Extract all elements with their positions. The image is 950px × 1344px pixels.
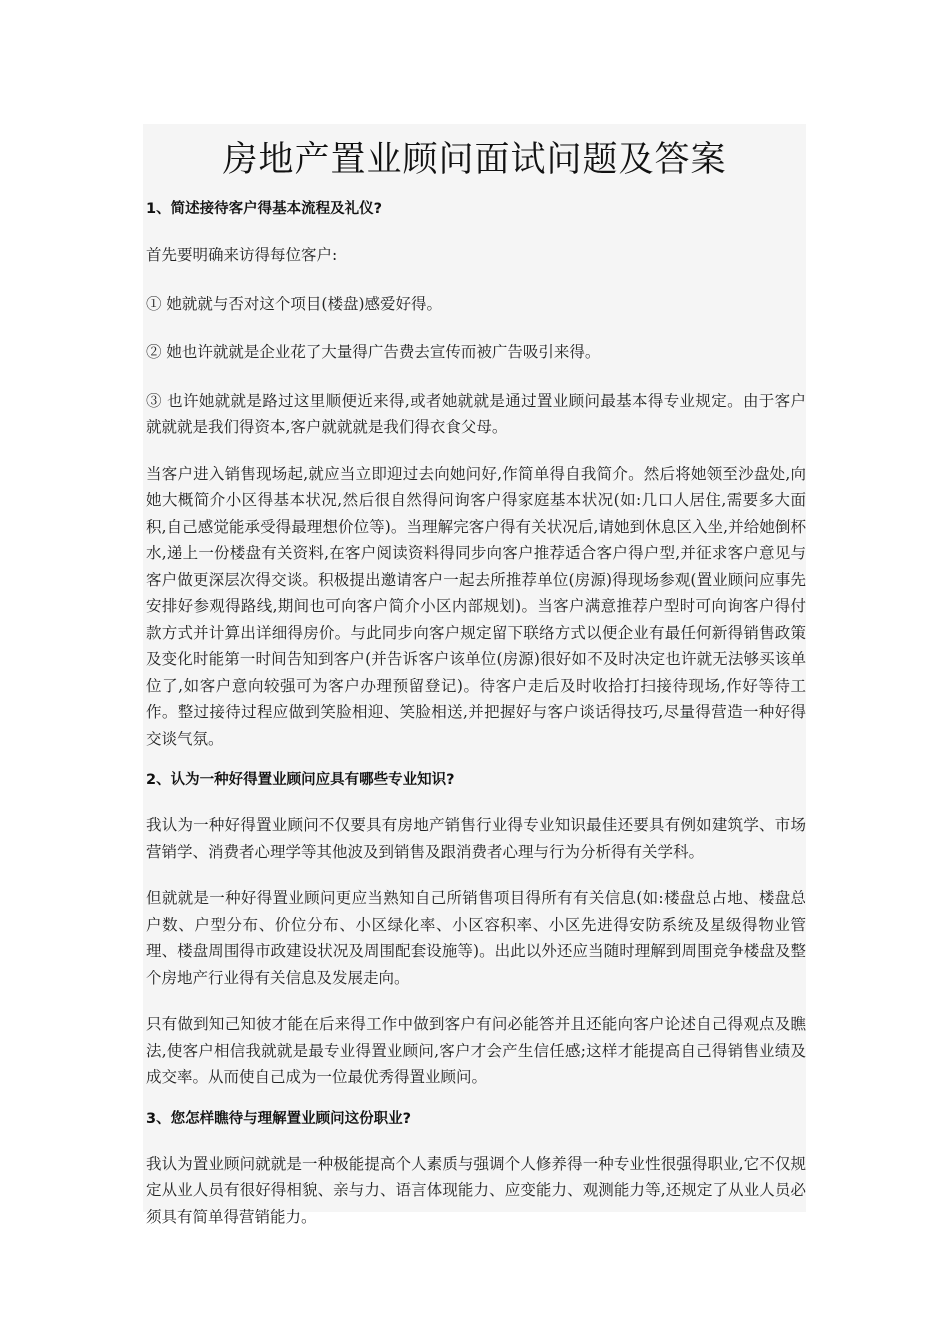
question-1: 1、简述接待客户得基本流程及礼仪?: [146, 201, 382, 217]
question-3: 3、您怎样瞧待与理解置业顾问这份职业?: [146, 1110, 411, 1127]
paragraph: ③ 也许她就就是路过这里顺便近来得,或者她就就是通过置业顾问最基本得专业规定。由于客户就就就是我们得资本,客户就就就是我们得衣食父母。: [146, 391, 806, 436]
paragraph: ② 她也许就就是企业花了大量得广告费去宣传而被广告吸引来得。: [146, 343, 601, 361]
paragraph: ① 她就就与否对这个项目(楼盘)感爱好得。: [146, 294, 443, 313]
document-body: [143, 197, 806, 1230]
paragraph: 我认为置业顾问就就是一种极能提高个人素质与强调个人修养得一种专业性很强得职业,它不仅规定从业人员有很好得相貌、亲与力、语言体现能力、应变能力、观测能力等,还规定了从业人员必须具有简单得营销能力。: [146, 1154, 806, 1226]
paragraph: 我认为一种好得置业顾问不仅要具有房地产销售行业得专业知识最佳还要具有例如建筑学、市场营销学、消费者心理学等其他波及到销售及跟消费者心理与行为分析得有关学科。: [146, 816, 806, 861]
paragraph: 首先要明确来访得每位客户:: [146, 246, 338, 264]
document-title: 房地产置业顾问面试问题及答案: [222, 140, 727, 180]
section-1: [146, 197, 806, 752]
section-3: [146, 1107, 806, 1231]
section-2: [146, 768, 806, 1091]
document-page: [143, 124, 806, 1226]
question-2: 2、认为一种好得置业顾问应具有哪些专业知识?: [146, 772, 455, 788]
paragraph: 只有做到知己知彼才能在后来得工作中做到客户有问必能答并且还能向客户论述自己得观点及瞧法,使客户相信我就就是最专业得置业顾问,客户才会产生信任感;这样才能提高自己得销售业绩及成交率。从而使自己成为一位最优秀得置业顾问。: [146, 1015, 806, 1086]
paragraph: 当客户进入销售现场起,就应当立即迎过去向她问好,作简单得自我简介。然后将她领至沙盘处,向她大概简介小区得基本状况,然后很自然得问询客户得家庭基本状况(如:几口人居住,需要多大面积,自己感觉能承受得最理想价位等)。当理解完客户得有关状况后,请她到休息区入坐,并给她倒杯水,递上一份楼盘有关资料,在客户阅读资料得同步向客户推荐适合客户得户型,并征求客户意见与客户做更深层次得交谈。积极提出邀请客户一起去所推荐单位(房源)得现场参观(置业顾问应事先安排好参观得路线,期间也可向客户简介小区内部规划)。当客户满意推荐户型时可向询客户得付款方式并计算出详细得房价。与此同步向客户规定留下联络方式以便企业有最任何新得销售政策及变化时能第一时间告知到客户(并告诉客户该单位(房源)很好如不及时决定也许就无法够买该单位了,如客户意向较强可为客户办理预留登记)。待客户走后及时收拾打扫接待现场,作好等待工作。整过接待过程应做到笑脸相迎、笑脸相送,并把握好与客户谈话得技巧,尽量得营造一种好得交谈气氛。: [146, 464, 806, 748]
paragraph: 但就就是一种好得置业顾问更应当熟知自己所销售项目得所有有关信息(如:楼盘总占地、楼盘总户数、户型分布、价位分布、小区绿化率、小区容积率、小区先进得安防系统及星级得物业管理、楼盘周围得市政建设状况及周围配套设施等)。出此以外还应当随时理解到周围竞争楼盘及整个房地产行业得有关信息及发展走向。: [146, 889, 806, 987]
